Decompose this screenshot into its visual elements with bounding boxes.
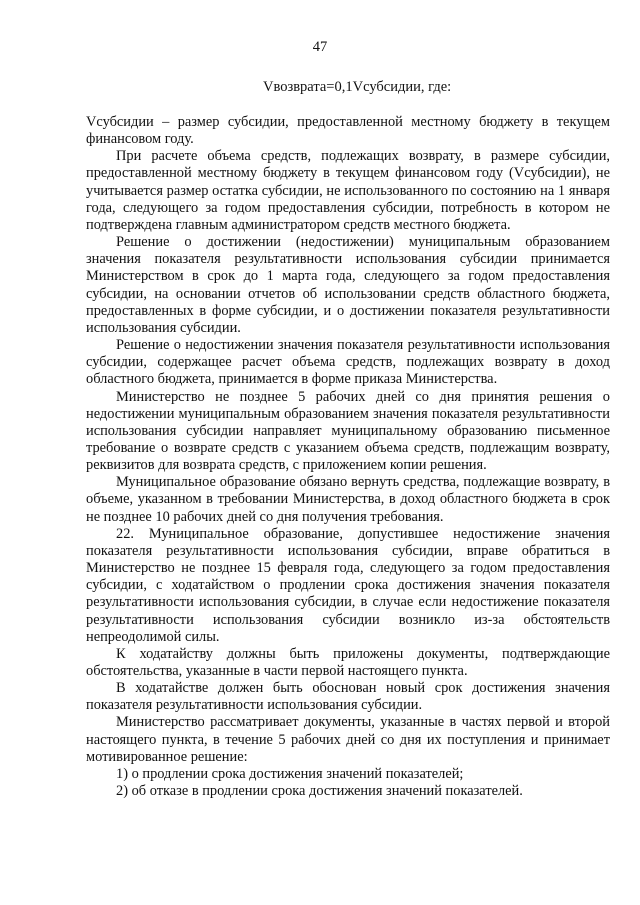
list-item: 1) о продлении срока достижения значений показателей; bbox=[116, 765, 464, 782]
formula: Vвозврата=0,1Vсубсидии, где: bbox=[263, 79, 452, 95]
paragraph: К ходатайству должны быть приложены документы, подтверждающие обстоятельства, указанные в части первой настоящего пункта. bbox=[86, 645, 610, 679]
paragraph-section-22: 22. Муниципальное образование, допустившее недостижение значения показателя результативности использования субсидии, вправе обратиться в Министерство не позднее 15 февраля года, следующего за годом предоставления субсидии, с ходатайством о продлении срока достижения значения показателя результативности использования субсидии, в случае если недостижение показателя результативности использования субсидии возникло из-за обстоятельств непреодолимой силы. bbox=[86, 525, 610, 645]
list-item: 2) об отказе в продлении срока достижения значений показателей. bbox=[116, 783, 523, 800]
paragraph: Решение о достижении (недостижении) муниципальным образованием значения показателя результативности использования субсидии принимается Министерством в срок до 1 марта года, следующего за годом предоставления субсидии, на основании отчетов об использовании средств областного бюджета, предоставленных в форме субсидии, и о достижении показателя результативности использования субсидии. bbox=[86, 234, 610, 336]
paragraph: Решение о недостижении значения показателя результативности использования субсидии, содержащее расчет объема средств, подлежащих возврату в доход областного бюджета, принимается в форме приказа Министерства. bbox=[86, 337, 610, 388]
paragraph: Министерство не позднее 5 рабочих дней со дня принятия решения о недостижении муниципальным образованием значения показателя результативности использования субсидии направляет муниципальному образованию письменное требование о возврате средств с указанием объема средств, подлежащим возврату, реквизитов для возврата средств, с приложением копии решения. bbox=[86, 388, 610, 474]
paragraph: Муниципальное образование обязано вернуть средства, подлежащие возврату, в объеме, указанном в требовании Министерства, в доход областного бюджета в срок не позднее 10 рабочих дней со дня получения требования. bbox=[86, 474, 610, 525]
paragraph: При расчете объема средств, подлежащих возврату, в размере субсидии, предоставленной местному бюджету в текущем финансовом году (Vсубсидии), не учитывается размер остатка субсидии, не использованного по состоянию на 1 января года, следующего за годом предоставления субсидии, потребность в котором не подтверждена главным администратором средств местного бюджета. bbox=[86, 148, 610, 233]
paragraph: В ходатайстве должен быть обоснован новый срок достижения значения показателя результативности использования субсидии. bbox=[86, 680, 610, 714]
paragraph: Министерство рассматривает документы, указанные в частях первой и второй настоящего пункта, в течение 5 рабочих дней со дня их поступления и принимает мотивированное решение: bbox=[86, 714, 610, 765]
paragraph-definition: Vсубсидии – размер субсидии, предоставленной местному бюджету в текущем финансовом году. bbox=[86, 114, 610, 148]
body-text bbox=[86, 114, 610, 800]
page-number: 47 bbox=[312, 39, 328, 55]
